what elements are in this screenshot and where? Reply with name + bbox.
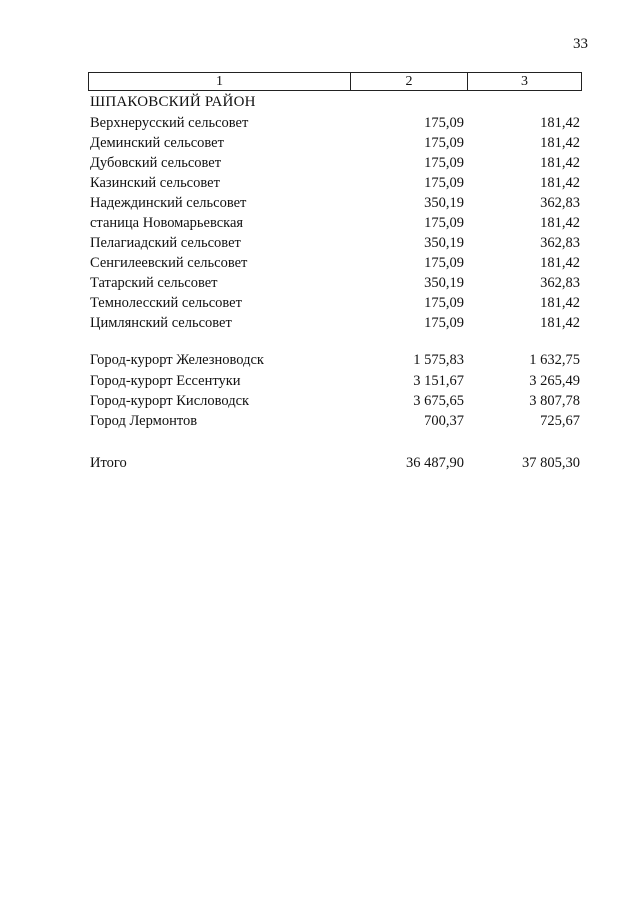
row-col2: 700,37 <box>424 413 464 429</box>
district-title: ШПАКОВСКИЙ РАЙОН <box>90 94 256 110</box>
row-col2: 350,19 <box>424 275 464 291</box>
row-col3: 725,67 <box>540 413 580 429</box>
table-row <box>90 273 580 293</box>
row-name: Город-курорт Ессентуки <box>90 373 241 389</box>
table-row <box>90 371 580 391</box>
row-col2: 175,09 <box>424 255 464 271</box>
row-col3: 3 265,49 <box>529 373 580 389</box>
row-name: Город-курорт Кисловодск <box>90 393 250 409</box>
row-name: Цимлянский сельсовет <box>90 315 232 331</box>
row-col3: 181,42 <box>540 295 580 311</box>
row-name: станица Новомарьевская <box>90 215 244 231</box>
row-col2: 175,09 <box>424 315 464 331</box>
page-number: 33 <box>573 36 588 52</box>
row-col2: 175,09 <box>424 175 464 191</box>
row-col3: 362,83 <box>540 275 580 291</box>
row-name: Татарский сельсовет <box>90 275 218 291</box>
row-col2: 175,09 <box>424 295 464 311</box>
table-row <box>90 233 580 253</box>
header-col-3: 3 <box>521 73 528 89</box>
row-col2: 350,19 <box>424 235 464 251</box>
row-name: Казинский сельсовет <box>90 175 220 191</box>
table-row <box>90 391 580 411</box>
total-col3: 37 805,30 <box>522 455 580 471</box>
row-col2: 175,09 <box>424 135 464 151</box>
header-col-2: 2 <box>351 73 468 90</box>
row-col3: 181,42 <box>540 115 580 131</box>
total-row <box>90 453 580 473</box>
table-row <box>90 213 580 233</box>
row-col3: 1 632,75 <box>529 352 580 368</box>
table-row <box>90 193 580 213</box>
total-col2: 36 487,90 <box>406 455 464 471</box>
row-col2: 175,09 <box>424 215 464 231</box>
row-col2: 350,19 <box>424 195 464 211</box>
row-col3: 181,42 <box>540 155 580 171</box>
table-row <box>90 411 580 431</box>
table-row <box>90 153 580 173</box>
row-name: Деминский сельсовет <box>90 135 224 151</box>
row-col3: 181,42 <box>540 175 580 191</box>
header-col-1: 1 <box>89 73 351 90</box>
table-header <box>88 72 582 91</box>
total-label: Итого <box>90 455 127 471</box>
row-col3: 362,83 <box>540 195 580 211</box>
row-col3: 181,42 <box>540 315 580 331</box>
row-name: Надеждинский сельсовет <box>90 195 247 211</box>
row-col2: 175,09 <box>424 115 464 131</box>
row-name: Сенгилеевский сельсовет <box>90 255 248 271</box>
row-name: Город-курорт Железноводск <box>90 352 264 368</box>
table-row <box>90 313 580 333</box>
row-name: Верхнерусский сельсовет <box>90 115 249 131</box>
row-col2: 1 575,83 <box>413 352 464 368</box>
table-row <box>90 133 580 153</box>
row-col3: 181,42 <box>540 135 580 151</box>
table-row <box>90 113 580 133</box>
row-col3: 362,83 <box>540 235 580 251</box>
table-row <box>90 173 580 193</box>
row-col2: 175,09 <box>424 155 464 171</box>
row-col2: 3 675,65 <box>413 393 464 409</box>
row-name: Город Лермонтов <box>90 413 198 429</box>
row-col3: 3 807,78 <box>529 393 580 409</box>
table-row <box>90 350 580 370</box>
row-name: Темнолесский сельсовет <box>90 295 242 311</box>
row-col2: 3 151,67 <box>413 373 464 389</box>
row-name: Пелагиадский сельсовет <box>90 235 241 251</box>
row-col3: 181,42 <box>540 255 580 271</box>
row-col3: 181,42 <box>540 215 580 231</box>
table-row <box>90 293 580 313</box>
table-row <box>90 253 580 273</box>
row-name: Дубовский сельсовет <box>90 155 222 171</box>
